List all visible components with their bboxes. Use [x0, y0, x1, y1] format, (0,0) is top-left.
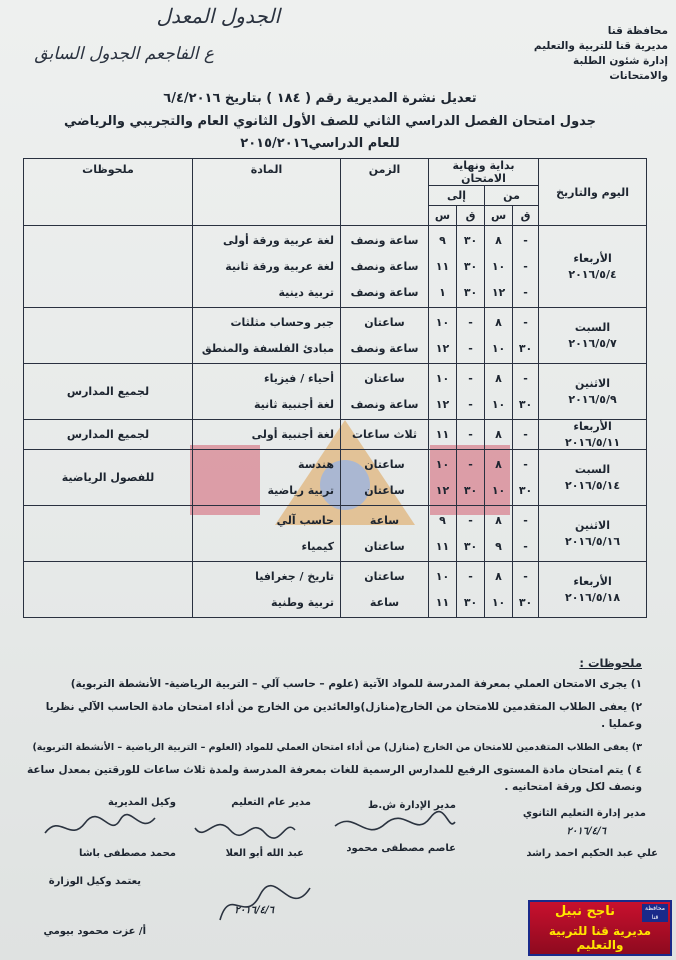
duration-cell [341, 226, 429, 308]
schedule-group-row [24, 308, 647, 364]
day-date-cell [539, 226, 647, 308]
to-s-value: ١١ [435, 595, 450, 609]
from-q-cell [513, 450, 539, 506]
to-s-value: ١٢ [435, 397, 450, 411]
signature-undersecretary-title: يعتمد وكيل الوزارة [48, 876, 141, 887]
subject-value: هندسة [298, 457, 334, 471]
signature-undersecretary-date: ٢٠١٦/٤/٦ [234, 905, 274, 916]
from-q-cell [513, 308, 539, 364]
to-s-value: ١١ [435, 259, 450, 273]
duration-value: ساعتان [364, 371, 405, 385]
schedule-group-row [24, 506, 647, 562]
from-s-value: ٨ [495, 233, 502, 247]
from-q-cell [513, 364, 539, 420]
notes-cell [24, 226, 193, 308]
notes-cell [24, 308, 193, 364]
org-line-1: محافظة قنا [607, 25, 668, 37]
from-q-cell [513, 226, 539, 308]
notes-cell: للفصول الرياضية [24, 450, 193, 506]
subject-value: كيمياء [301, 539, 334, 553]
day-date-cell [539, 420, 647, 450]
header-from-s: س [485, 206, 513, 226]
notes-section [22, 655, 642, 802]
duration-value: ثلاث ساعات [351, 427, 417, 441]
day-label: الأربعاء [573, 575, 612, 588]
schedule-group-row [24, 450, 647, 506]
duration-cell [341, 506, 429, 562]
from-q-value: ٣٠ [518, 397, 533, 411]
subject-cell [193, 420, 341, 450]
to-q-cell [457, 364, 485, 420]
to-q-value: - [468, 315, 473, 329]
from-s-value: ٨ [495, 569, 502, 583]
to-q-value: ٣٠ [463, 233, 478, 247]
date-label: ٢٠١٦/٥/١١ [565, 436, 621, 449]
from-q-value: - [523, 233, 528, 247]
to-s-cell [429, 562, 457, 618]
duration-value: ساعة ونصف [350, 259, 419, 273]
header-to: إلى [429, 186, 485, 206]
date-label: ٢٠١٦/٥/٧ [568, 337, 617, 350]
from-s-value: ١٠ [491, 259, 506, 273]
subject-cell [193, 308, 341, 364]
to-s-cell [429, 308, 457, 364]
from-q-value: ٣٠ [518, 483, 533, 497]
exam-schedule-table [23, 158, 647, 618]
signature-admin-title: مدير الإدارة ش.ط [368, 800, 456, 811]
from-q-value: - [523, 371, 528, 385]
to-s-value: ١١ [435, 427, 450, 441]
to-q-value: - [468, 371, 473, 385]
from-q-cell [513, 420, 539, 450]
from-s-value: ٨ [495, 457, 502, 471]
subject-value: تربية دينية [278, 285, 334, 299]
organization-header [518, 24, 668, 84]
to-s-value: ١٠ [435, 569, 450, 583]
handwritten-signature-4 [210, 880, 320, 930]
from-s-cell [485, 420, 513, 450]
from-q-value: ٣٠ [518, 341, 533, 355]
duration-value: ساعة ونصف [350, 397, 419, 411]
to-s-cell [429, 226, 457, 308]
title-line-3: للعام الدراسي٢٠١٥/٢٠١٦ [240, 136, 400, 151]
to-q-value: ٣٠ [463, 285, 478, 299]
to-q-cell [457, 308, 485, 364]
from-q-value: - [523, 259, 528, 273]
from-q-value: - [523, 427, 528, 441]
to-s-cell [429, 364, 457, 420]
notes-cell [24, 506, 193, 562]
schedule-group-row [24, 562, 647, 618]
duration-value: ساعتان [364, 569, 405, 583]
signature-undersecretary-name: أ/ عزت محمود بيومي [43, 926, 146, 937]
from-s-cell [485, 308, 513, 364]
from-q-value: - [523, 315, 528, 329]
date-label: ٢٠١٦/٥/٩ [568, 393, 617, 406]
title-line-1: تعديل نشرة المديرية رقم ( ١٨٤ ) بتاريخ ٦/٤/٢٠١٦ [163, 91, 477, 106]
to-q-value: ٣٠ [463, 259, 478, 273]
date-label: ٢٠١٦/٥/٤ [568, 268, 617, 281]
duration-cell [341, 450, 429, 506]
from-s-value: ١٠ [491, 483, 506, 497]
handwritten-note-2: ع الفاجعم الجدول السابق [34, 44, 214, 64]
signature-secondary-ed-date: ٢٠١٦/٤/٦ [566, 826, 606, 837]
to-q-value: ٣٠ [463, 539, 478, 553]
day-label: الاثنين [575, 519, 611, 532]
note-item: ٤ ) يتم امتحان مادة المستوى الرفيع للمدارس الرسمية للغات بمعرفة المدرسة ولمدة ثلاث ساعات للورقتين بمعدل ساعة ونصف لكل ورقة امتحانيه . [27, 764, 642, 793]
from-s-cell [485, 364, 513, 420]
duration-value: ساعة [369, 595, 400, 609]
signature-deputy-title: وكيل المديرية [108, 797, 176, 808]
to-q-cell [457, 420, 485, 450]
notes-cell: لجميع المدارس [24, 364, 193, 420]
from-s-value: ٨ [495, 513, 502, 527]
subject-value: لغة أجنبية أولى [251, 427, 334, 441]
subject-value: تاريخ / جغرافيا [255, 569, 334, 583]
from-s-value: ١٠ [491, 397, 506, 411]
duration-value: ساعة [369, 513, 400, 527]
to-q-value: - [468, 397, 473, 411]
subject-cell [193, 226, 341, 308]
signature-gm-title: مدير عام التعليم [231, 797, 311, 808]
from-s-value: ١٢ [491, 285, 506, 299]
badge-line-1: ناجح نبيل [554, 904, 616, 919]
signature-secondary-ed-title: مدير إدارة التعليم الثانوي [522, 808, 646, 819]
subject-value: حاسب آلي [276, 513, 334, 527]
to-q-value: - [468, 569, 473, 583]
to-q-cell [457, 562, 485, 618]
to-s-value: ١١ [435, 539, 450, 553]
subject-cell [193, 562, 341, 618]
date-label: ٢٠١٦/٥/١٤ [565, 479, 621, 492]
schedule-group-row [24, 226, 647, 308]
note-item: ٣) يعفى الطلاب المتقدمين للامتحان من الخارج (منازل) من أداء امتحان العملي للمواد (العلوم – التربية الرياضية – الأنشطة التربوية) [32, 742, 642, 753]
subject-value: مبادئ الفلسفة والمنطق [201, 341, 334, 355]
to-q-value: ٣٠ [463, 595, 478, 609]
title-line-2: جدول امتحان الفصل الدراسي الثاني للصف الأول الثانوي العام والتجريبي والرياضي [63, 114, 597, 129]
duration-cell [341, 364, 429, 420]
duration-cell [341, 562, 429, 618]
handwritten-signature-3 [330, 808, 460, 846]
notes-cell [24, 562, 193, 618]
to-s-value: ١٠ [435, 315, 450, 329]
signature-gm-name: عبد الله أبو العلا [225, 848, 304, 859]
header-day-date: اليوم والتاريخ [539, 159, 647, 226]
date-label: ٢٠١٦/٥/١٦ [565, 535, 621, 548]
day-date-cell [539, 364, 647, 420]
from-s-cell [485, 562, 513, 618]
from-s-cell [485, 226, 513, 308]
from-q-value: - [523, 285, 528, 299]
day-date-cell [539, 450, 647, 506]
to-s-value: ٩ [439, 233, 446, 247]
header-to-s: س [429, 206, 457, 226]
from-s-value: ٩ [495, 539, 502, 553]
duration-value: ساعتان [364, 539, 405, 553]
notes-heading: ملحوظات : [579, 656, 642, 670]
duration-value: ساعتان [364, 457, 405, 471]
from-q-cell [513, 562, 539, 618]
subject-value: تربية رياضية [267, 483, 334, 497]
handwritten-note-1: الجدول المعدل [156, 4, 280, 28]
handwritten-signature-1 [40, 808, 160, 848]
header-from-q: ق [513, 206, 539, 226]
subject-cell [193, 506, 341, 562]
from-q-value: - [523, 457, 528, 471]
to-q-value: ٣٠ [463, 483, 478, 497]
to-s-cell [429, 506, 457, 562]
publisher-badge [528, 900, 672, 956]
from-s-value: ١٠ [491, 595, 506, 609]
day-label: السبت [574, 321, 611, 334]
note-item: ١) يجرى الامتحان العملي بمعرفة المدرسة للمواد الآتية (علوم – حاسب آلي – التربية الرياضية- الأنشطة التربوية) [70, 678, 642, 690]
duration-value: ساعة ونصف [350, 341, 419, 355]
org-line-3: إدارة شئون الطلبة والامتحانات [572, 55, 668, 82]
subject-value: لغة عربية ورقة ثانية [225, 259, 334, 273]
subject-value: جبر وحساب مثلثات [230, 315, 334, 329]
subject-value: لغة عربية ورقة أولى [222, 233, 334, 247]
subject-value: تربية وطنية [271, 595, 334, 609]
to-s-value: ٩ [439, 513, 446, 527]
to-s-value: ١ [439, 285, 446, 299]
day-date-cell [539, 562, 647, 618]
signature-deputy-name: محمد مصطفى باشا [78, 848, 176, 859]
day-label: الاثنين [575, 377, 611, 390]
duration-value: ساعة ونصف [350, 285, 419, 299]
org-line-2: مديرية قنا للتربية والتعليم [533, 40, 668, 52]
from-q-value: - [523, 539, 528, 553]
badge-line-2: مديرية قنا للتربية والتعليم [548, 924, 652, 952]
to-s-cell [429, 420, 457, 450]
subject-cell [193, 364, 341, 420]
to-q-value: - [468, 427, 473, 441]
subject-value: أحياء / فيزياء [263, 371, 334, 385]
from-s-value: ٨ [495, 315, 502, 329]
to-q-cell [457, 450, 485, 506]
notes-cell: لجميع المدارس [24, 420, 193, 450]
header-notes: ملحوظات [24, 159, 193, 226]
day-label: الأربعاء [573, 420, 612, 433]
duration-value: ساعتان [364, 315, 405, 329]
from-s-value: ٨ [495, 371, 502, 385]
schedule-group-row [24, 364, 647, 420]
to-s-value: ١٢ [435, 483, 450, 497]
day-date-cell [539, 506, 647, 562]
to-q-value: - [468, 341, 473, 355]
day-label: الأربعاء [573, 252, 612, 265]
to-s-value: ١٢ [435, 341, 450, 355]
from-q-value: ٣٠ [518, 595, 533, 609]
to-s-cell [429, 450, 457, 506]
subject-cell [193, 450, 341, 506]
day-date-cell [539, 308, 647, 364]
duration-cell [341, 308, 429, 364]
header-subject: المادة [193, 159, 341, 226]
from-s-value: ٨ [495, 427, 502, 441]
to-s-value: ١٠ [435, 371, 450, 385]
header-to-q: ق [457, 206, 485, 226]
note-item: ٢) يعفى الطلاب المتقدمين للامتحان من الخارج(منازل)والعائدين من الخارج من أداء امتحان مادة الحاسب الآلي نظريا وعمليا . [45, 701, 642, 730]
subject-value: لغة أجنبية ثانية [253, 397, 334, 411]
header-exam-range: بداية ونهاية الامتحان [429, 159, 539, 186]
to-q-value: - [468, 457, 473, 471]
to-q-cell [457, 226, 485, 308]
header-from: من [485, 186, 539, 206]
from-q-cell [513, 506, 539, 562]
duration-value: ساعة ونصف [350, 233, 419, 247]
to-s-value: ١٠ [435, 457, 450, 471]
header-duration: الزمن [341, 159, 429, 226]
signature-secondary-ed-name: علي عبد الحكيم احمد راشد [526, 848, 658, 859]
duration-cell [341, 420, 429, 450]
to-q-cell [457, 506, 485, 562]
date-label: ٢٠١٦/٥/١٨ [565, 591, 621, 604]
from-s-cell [485, 506, 513, 562]
schedule-group-row [24, 420, 647, 450]
badge-tag: محافظة قنا [642, 904, 668, 922]
from-q-value: - [523, 513, 528, 527]
duration-value: ساعتان [364, 483, 405, 497]
handwritten-signature-2 [190, 808, 300, 848]
signature-admin-name: عاصم مصطفى محمود [346, 843, 456, 854]
from-q-value: - [523, 569, 528, 583]
day-label: السبت [574, 463, 611, 476]
from-s-value: ١٠ [491, 341, 506, 355]
exam-schedule-body [24, 226, 647, 618]
to-q-value: - [468, 513, 473, 527]
from-s-cell [485, 450, 513, 506]
